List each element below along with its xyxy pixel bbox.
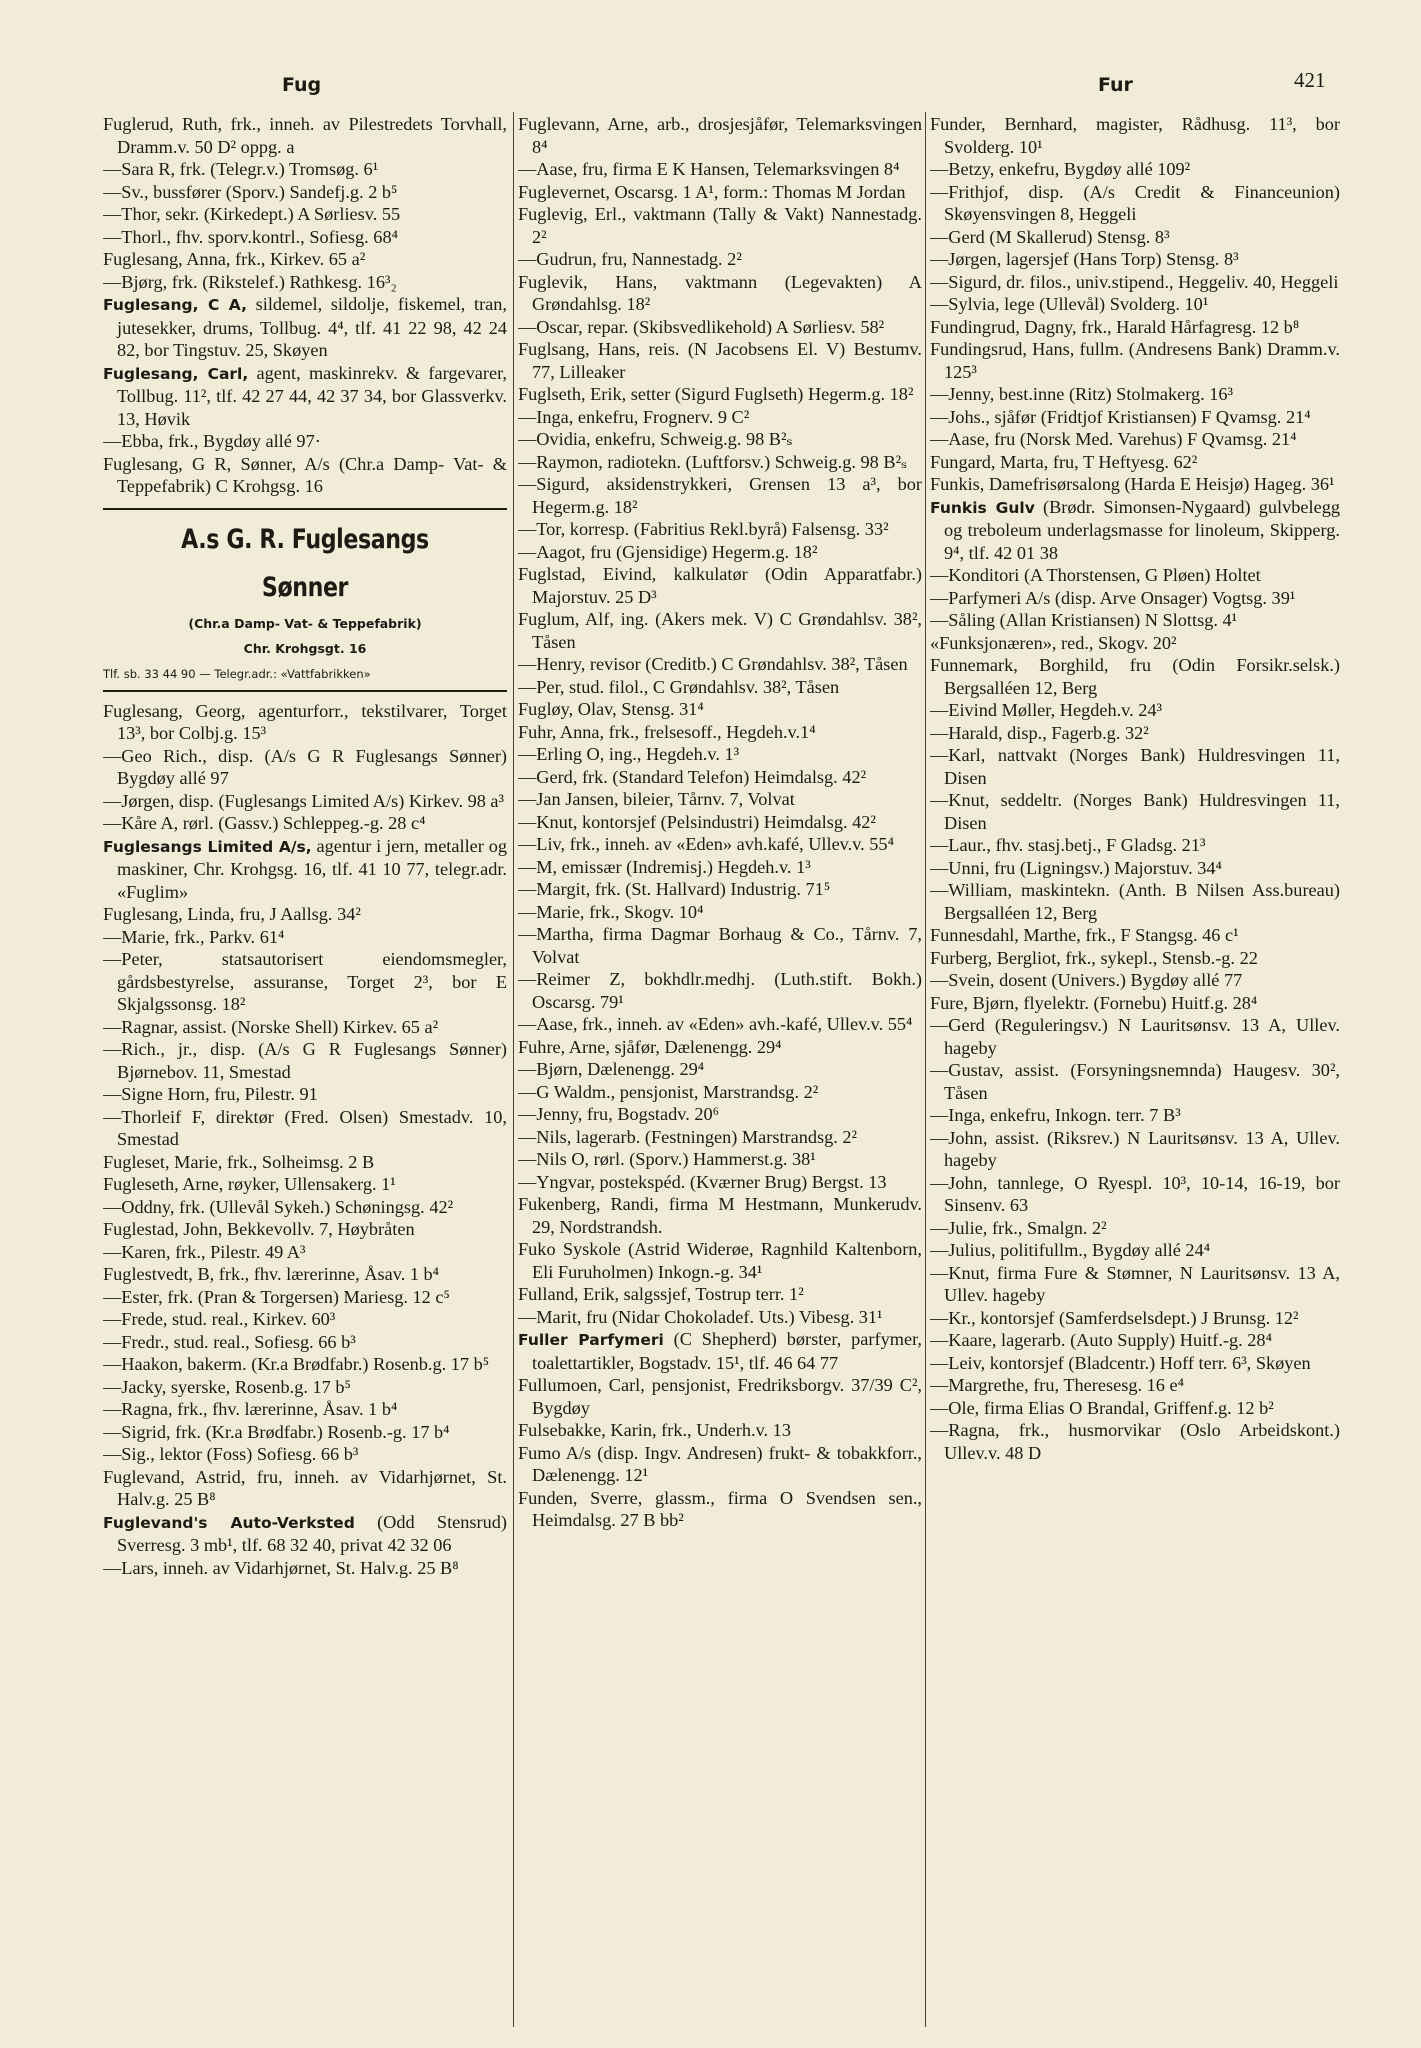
directory-entry: [930, 1329, 1340, 1352]
directory-entry: [103, 1151, 507, 1174]
entry-text: —Unni, fru (Ligningsv.) Majorstuv. 34⁴: [930, 857, 1222, 878]
entry-text: —Jacky, syerske, Rosenb.g. 17 b⁵: [103, 1376, 351, 1397]
directory-entry: [518, 676, 922, 699]
entry-text: —Kåre A, rørl. (Gassv.) Schleppeg.-g. 28 c⁴: [103, 813, 426, 833]
directory-entry: [930, 451, 1340, 474]
entry-text: Fuglestad, John, Bekkevollv. 7, Høybråten: [103, 1219, 415, 1239]
entry-text: —Jenny, best.inne (Ritz) Stolmakerg. 16³: [930, 384, 1234, 404]
directory-entry: [518, 901, 922, 924]
entry-text: —Geo Rich., disp. (A/s G R Fuglesangs Sønner) Bygdøy allé 97: [103, 745, 507, 788]
directory-entry: [103, 1241, 507, 1264]
entry-text: «Funksjonæren», red., Skogv. 20²: [930, 632, 1177, 653]
entry-text: Fukenberg, Randi, firma M Hestmann, Munkerudv. 29, Nordstrandsh.: [518, 1194, 922, 1237]
entry-text: —Aase, fru, firma E K Hansen, Telemarksvingen 8⁴: [518, 159, 900, 179]
directory-entry: [518, 1058, 922, 1081]
directory-entry: [518, 248, 922, 271]
directory-entry: [103, 181, 507, 204]
entry-text: Fuglevernet, Oscarsg. 1 A¹, form.: Thomas M Jordan: [518, 181, 906, 202]
entry-text: —John, tannlege, O Ryespl. 10³, 10-14, 16-19, bor Sinsenv. 63: [930, 1172, 1340, 1215]
directory-entry: [930, 744, 1340, 789]
directory-entry: [518, 316, 922, 339]
directory-entry: [103, 226, 507, 249]
directory-entry: [103, 1376, 507, 1399]
entry-text: Fullumoen, Carl, pensjonist, Fredriksborgv. 37/39 C², Bygdøy: [518, 1375, 922, 1418]
directory-entry: [103, 903, 507, 926]
directory-entry: [103, 790, 507, 813]
entry-text: —Julius, politifullm., Bygdøy allé 24⁴: [930, 1240, 1211, 1260]
column-rule: [925, 112, 926, 2027]
directory-entry: [930, 924, 1340, 947]
directory-entry: [930, 271, 1340, 294]
entry-text: —Raymon, radiotekn. (Luftforsv.) Schweig.g. 98 B²ₛ: [518, 451, 908, 472]
entry-text: Fulland, Erik, salgssjef, Tostrup terr. 1²: [518, 1284, 804, 1304]
directory-entry: [930, 992, 1340, 1015]
entry-text: —Jørgen, lagersjef (Hans Torp) Stensg. 8³: [930, 249, 1239, 269]
directory-entry: [930, 1262, 1340, 1307]
directory-entry: [930, 428, 1340, 451]
directory-entry: [103, 948, 507, 1016]
entry-list: [930, 113, 1340, 1464]
directory-entry: [518, 1126, 922, 1149]
entry-text: —Marie, frk., Skogv. 10⁴: [518, 901, 704, 922]
directory-entry: [518, 811, 922, 834]
directory-entry: [518, 1487, 922, 1532]
entry-text: —Margit, frk. (St. Hallvard) Industrig. 71⁵: [518, 879, 831, 899]
entry-text: —William, maskintekn. (Anth. B Nilsen Ass.bureau) Bergsalléen 12, Berg: [930, 880, 1340, 923]
directory-entry: [518, 1148, 922, 1171]
directory-entry: [930, 316, 1340, 339]
directory-entry: [930, 338, 1340, 383]
entry-text: Funnesdahl, Marthe, frk., F Stangsg. 46 c¹: [930, 925, 1239, 945]
directory-entry: [103, 745, 507, 790]
directory-entry: [518, 451, 922, 474]
entry-text: —Ragna, frk., fhv. lærerinne, Åsav. 1 b⁴: [103, 1399, 398, 1419]
directory-entry: [518, 1306, 922, 1329]
directory-entry: [930, 1239, 1340, 1262]
entry-bold-name: Fuglesang, C A,: [103, 296, 247, 314]
column-1: [103, 113, 507, 2038]
directory-entry: [930, 1217, 1340, 1240]
directory-entry: [518, 1103, 922, 1126]
entry-text: Fuglum, Alf, ing. (Akers mek. V) C Grøndahlsv. 38², Tåsen: [518, 609, 922, 652]
directory-entry: [518, 608, 922, 653]
directory-entry: [103, 1398, 507, 1421]
directory-entry: [103, 1173, 507, 1196]
directory-entry: [930, 158, 1340, 181]
directory-entry: [103, 1038, 507, 1083]
entry-text: —Sig., lektor (Foss) Sofiesg. 66 b³: [103, 1444, 359, 1464]
entry-text: —Fredr., stud. real., Sofiesg. 66 b³: [103, 1331, 356, 1352]
entry-text: —Sylvia, lege (Ullevål) Svolderg. 10¹: [930, 294, 1209, 314]
directory-entry: [930, 473, 1340, 496]
entry-text: —Marit, fru (Nidar Chokoladef. Uts.) Vibesg. 31¹: [518, 1306, 883, 1327]
directory-entry: [103, 1331, 507, 1354]
entry-text: —Aagot, fru (Gjensidige) Hegerm.g. 18²: [518, 541, 818, 562]
entry-text: —Sv., bussfører (Sporv.) Sandefj.g. 2 b⁵: [103, 181, 398, 202]
entry-text: —Aase, frk., inneh. av «Eden» avh.-kafé, Ullev.v. 55⁴: [518, 1014, 913, 1034]
directory-entry: [518, 698, 922, 721]
directory-entry: [518, 1081, 922, 1104]
entry-text: Fuglerud, Ruth, frk., inneh. av Pilestredets Torvhall, Dramm.v. 50 D² oppg. a: [103, 114, 507, 157]
directory-entry: [103, 1286, 507, 1309]
entry-text: —Tor, korresp. (Fabritius Rekl.byrå) Falsensg. 33²: [518, 519, 889, 539]
entry-text: Fungard, Marta, fru, T Heftyesg. 62²: [930, 451, 1198, 472]
entry-text: —Aase, fru (Norsk Med. Varehus) F Qvamsg. 21⁴: [930, 429, 1297, 449]
directory-entry: [103, 812, 507, 835]
directory-entry: [103, 1016, 507, 1039]
page-number: 421: [1294, 68, 1326, 92]
entry-text: Fuglevig, Erl., vaktmann (Tally & Vakt) Nannestadg. 2²: [518, 204, 922, 247]
entry-text: Funnemark, Borghild, fru (Odin Forsikr.selsk.) Bergsalléen 12, Berg: [930, 655, 1340, 698]
directory-entry: [518, 1036, 922, 1059]
entry-text: —Frithjof, disp. (A/s Credit & Financeunion) Skøyensvingen 8, Heggeli: [930, 181, 1340, 224]
directory-entry: [518, 788, 922, 811]
entry-text: —Ebba, frk., Bygdøy allé 97·: [103, 431, 321, 451]
entry-text: agent, maskinrekv. & fargevarer, Tollbug. 11², tlf. 42 27 44, 42 37 34, bor Glassverkv. 13, Høvik: [117, 362, 507, 429]
entry-text: Funden, Sverre, glassm., firma O Svendsen sen., Heimdalsg. 27 B bb²: [518, 1487, 922, 1530]
entry-text: Fuglesang, Georg, agenturforr., tekstilvarer, Torget 13³, bor Colbj.g. 15³: [103, 700, 507, 743]
directory-entry: [518, 406, 922, 429]
directory-entry: [518, 1283, 922, 1306]
directory-entry: [930, 879, 1340, 924]
entry-text: Fugløy, Olav, Stensg. 31⁴: [518, 699, 704, 719]
entry-text: Fuglevand, Astrid, fru, inneh. av Vidarhjørnet, St. Halv.g. 25 B⁸: [103, 1466, 507, 1509]
directory-entry: [930, 1397, 1340, 1420]
entry-text: —Erling O, ing., Hegdeh.v. 1³: [518, 744, 740, 764]
entry-bold-name: Funkis Gulv: [930, 498, 1035, 517]
directory-entry: [103, 700, 507, 745]
column-rule: [513, 112, 514, 2027]
entry-text: —Thorl., fhv. sporv.kontrl., Sofiesg. 68⁴: [103, 226, 398, 247]
entry-text: —Harald, disp., Fagerb.g. 32²: [930, 722, 1149, 743]
directory-entry: [518, 518, 922, 541]
directory-entry: [103, 203, 507, 226]
directory-entry: [103, 453, 507, 498]
directory-entry: [103, 248, 507, 271]
entry-text: Fuko Syskole (Astrid Widerøe, Ragnhild Kaltenborn, Eli Furuholmen) Inkogn.-g. 34¹: [518, 1239, 922, 1282]
entry-text: sildemel, sildolje, fiskemel, tran, jutesekker, drums, Tollbug. 4⁴, tlf. 41 22 98, 42 24 82, bor Tingstuv. 25, Skøyen: [117, 294, 507, 360]
directory-entry: [518, 1013, 922, 1036]
directory-entry: [930, 226, 1340, 249]
entry-text: —Ovidia, enkefru, Schweig.g. 98 B²ₛ: [518, 429, 793, 449]
directory-entry: [930, 1014, 1340, 1059]
entry-text: —Rich., jr., disp. (A/s G R Fuglesangs Sønner) Bjørnebov. 11, Smestad: [103, 1039, 507, 1082]
entry-text: —Oddny, frk. (Ullevål Sykeh.) Schøningsg. 42²: [103, 1196, 454, 1217]
entry-text: —Svein, dosent (Univers.) Bygdøy allé 77: [930, 970, 1243, 990]
entry-text: —Nils, lagerarb. (Festningen) Marstrandsg. 2²: [518, 1126, 858, 1147]
directory-entry: [103, 1263, 507, 1286]
directory-entry: [103, 362, 507, 431]
entry-text: (C Shepherd) børster, parfymer, toalettartikler, Bogstadv. 15¹, tlf. 46 64 77: [532, 1329, 922, 1373]
entry-text: —Inga, enkefru, Frognerv. 9 C²: [518, 406, 750, 427]
directory-entry: [518, 856, 922, 879]
entry-text: —Kaare, lagerarb. (Auto Supply) Huitf.-g. 28⁴: [930, 1330, 1272, 1350]
entry-text: —Sigurd, dr. filos., univ.stipend., Heggeliv. 40, Heggeli: [930, 271, 1339, 292]
directory-entry: [518, 428, 922, 451]
directory-entry: [518, 541, 922, 564]
entry-text: —Karen, frk., Pilestr. 49 A³: [103, 1241, 306, 1262]
directory-entry: [930, 722, 1340, 745]
directory-entry: [103, 1511, 507, 1557]
directory-entry: [930, 383, 1340, 406]
entry-text: Fuglestvedt, B, frk., fhv. lærerinne, Åsav. 1 b⁴: [103, 1264, 440, 1284]
entry-text: —Johs., sjåfør (Fridtjof Kristiansen) F Qvamsg. 21⁴: [930, 406, 1311, 427]
directory-entry: [518, 878, 922, 901]
entry-text: —Gerd (Reguleringsv.) N Lauritsønsv. 13 A, Ullev. hageby: [930, 1015, 1340, 1058]
entry-text: (Odd Stensrud) Sverresg. 3 mb¹, tlf. 68 32 40, privat 42 32 06: [117, 1511, 507, 1555]
entry-text: —Betzy, enkefru, Bygdøy allé 109²: [930, 159, 1191, 179]
directory-entry: [930, 654, 1340, 699]
directory-entry: [930, 1104, 1340, 1127]
entry-text: —Thor, sekr. (Kirkedept.) A Sørliesv. 55: [103, 204, 401, 224]
entry-text: —Parfymeri A/s (disp. Arve Onsager) Vogtsg. 39¹: [930, 587, 1296, 608]
entry-text: —Jørgen, disp. (Fuglesangs Limited A/s) Kirkev. 98 a³: [103, 790, 505, 811]
entry-text: (Brødr. Simonsen-Nygaard) gulvbelegg og treboleum underlagsmasse for linoleum, Skipperg. 9⁴, tlf. 42 01 38: [944, 496, 1340, 563]
entry-text: —Bjørg, frk. (Rikstelef.) Rathkesg. 16³₂: [103, 271, 397, 292]
directory-entry: [930, 496, 1340, 565]
directory-entry: [518, 383, 922, 406]
entry-text: Fuglesang, Linda, fru, J Aallsg. 34²: [103, 904, 361, 924]
entry-text: —Julie, frk., Smalgn. 2²: [930, 1217, 1107, 1238]
entry-text: Fugleseth, Arne, røyker, Ullensakerg. 1¹: [103, 1174, 396, 1194]
entry-bold-name: Fuglesangs Limited A/s,: [103, 837, 312, 856]
directory-entry: [103, 293, 507, 362]
entry-list: [103, 113, 507, 498]
directory-entry: [103, 1083, 507, 1106]
directory-entry: [518, 1171, 922, 1194]
directory-entry: [930, 293, 1340, 316]
entry-text: —Ragnar, assist. (Norske Shell) Kirkev. 65 a²: [103, 1016, 439, 1037]
entry-text: —Liv, frk., inneh. av «Eden» avh.kafé, Ullev.v. 55⁴: [518, 834, 894, 854]
directory-entry: [518, 563, 922, 608]
directory-entry: [518, 271, 922, 316]
entry-text: —Henry, revisor (Creditb.) C Grøndahlsv. 38², Tåsen: [518, 654, 908, 674]
directory-entry: [930, 789, 1340, 834]
entry-text: —Leiv, kontorsjef (Bladcentr.) Hoff terr. 6³, Skøyen: [930, 1352, 1311, 1373]
entry-text: Funkis, Damefrisørsalong (Harda E Heisjø) Hageg. 36¹: [930, 474, 1335, 494]
entry-text: —Konditori (A Thorstensen, G Pløen) Holtet: [930, 565, 1261, 585]
directory-entry: [930, 406, 1340, 429]
entry-text: —Bjørn, Dælenengg. 29⁴: [518, 1059, 705, 1079]
directory-entry: [930, 609, 1340, 632]
entry-text: Fure, Bjørn, flyelektr. (Fornebu) Huitf.g. 28⁴: [930, 992, 1258, 1013]
entry-text: —Haakon, bakerm. (Kr.a Brødfabr.) Rosenb.g. 17 b⁵: [103, 1354, 490, 1374]
directory-entry: [103, 1308, 507, 1331]
directory-entry: [518, 158, 922, 181]
directory-entry: [103, 158, 507, 181]
entry-text: —Marie, frk., Parkv. 61⁴: [103, 926, 285, 947]
entry-text: Fuglesang, Anna, frk., Kirkev. 65 a²: [103, 249, 366, 269]
directory-entry: [930, 1172, 1340, 1217]
column-2: [518, 113, 922, 2038]
directory-entry: [518, 743, 922, 766]
entry-text: —Eivind Møller, Hegdeh.v. 24³: [930, 700, 1163, 720]
entry-text: —Oscar, repar. (Skibsvedlikehold) A Sørliesv. 58²: [518, 316, 885, 337]
entry-text: —Gerd (M Skallerud) Stensg. 8³: [930, 226, 1170, 247]
entry-text: —Lars, inneh. av Vidarhjørnet, St. Halv.g. 25 B⁸: [103, 1557, 459, 1578]
entry-text: Fuglstad, Eivind, kalkulatør (Odin Apparatfabr.) Majorstuv. 25 D³: [518, 564, 922, 607]
directory-entry: [518, 473, 922, 518]
entry-text: —Inga, enkefru, Inkogn. terr. 7 B³: [930, 1105, 1181, 1125]
entry-bold-name: Fuglesang, Carl,: [103, 364, 249, 383]
entry-list: [518, 113, 922, 1532]
ad-title: A.s G. R. Fuglesangs Sønner: [181, 523, 429, 603]
directory-entry: [518, 1442, 922, 1487]
entry-text: —Ragna, frk., husmorvikar (Oslo Arbeidskont.) Ullev.v. 48 D: [930, 1420, 1340, 1463]
entry-text: —Jenny, fru, Bogstadv. 20⁶: [518, 1104, 720, 1124]
entry-text: Fuglesang, G R, Sønner, A/s (Chr.a Damp- Vat- & Teppefabrik) C Krohgsg. 16: [103, 453, 507, 496]
entry-list: [103, 700, 507, 1580]
directory-entry: [103, 926, 507, 949]
entry-text: —Knut, firma Fure & Stømner, N Lauritsønsv. 13 A, Ullev. hageby: [930, 1262, 1340, 1305]
entry-text: Fulsebakke, Karin, frk., Underh.v. 13: [518, 1420, 791, 1440]
entry-text: —Knut, seddeltr. (Norges Bank) Huldresvingen 11, Disen: [930, 790, 1340, 833]
entry-text: —Per, stud. filol., C Grøndahlsv. 38², Tåsen: [518, 676, 840, 697]
directory-entry: [930, 1307, 1340, 1330]
column-3: [930, 113, 1340, 2038]
directory-entry: [930, 564, 1340, 587]
entry-text: —G Waldm., pensjonist, Marstrandsg. 2²: [518, 1081, 819, 1102]
directory-entry: [518, 1374, 922, 1419]
directory-entry: [103, 430, 507, 453]
directory-entry: [103, 1353, 507, 1376]
entry-text: Fuglseth, Erik, setter (Sigurd Fuglseth) Hegerm.g. 18²: [518, 384, 914, 404]
entry-text: Funder, Bernhard, magister, Rådhusg. 11³, bor Svolderg. 10¹: [930, 114, 1340, 157]
entry-text: Fugleset, Marie, frk., Solheimsg. 2 B: [103, 1151, 375, 1172]
entry-text: —Såling (Allan Kristiansen) N Slottsg. 4¹: [930, 610, 1238, 630]
entry-text: —Sigurd, aksidenstrykkeri, Grensen 13 a³, bor Hegerm.g. 18²: [518, 474, 922, 517]
directory-entry: [930, 699, 1340, 722]
directory-entry: [518, 923, 922, 968]
entry-text: —Signe Horn, fru, Pilestr. 91: [103, 1084, 318, 1104]
directory-entry: [930, 969, 1340, 992]
entry-text: —Frede, stud. real., Kirkev. 60³: [103, 1309, 336, 1329]
entry-text: agentur i jern, metaller og maskiner, Chr. Krohgsg. 16, tlf. 41 10 77, telegr.adr. «Fuglim»: [117, 835, 507, 902]
directory-entry: [930, 834, 1340, 857]
directory-entry: [103, 1421, 507, 1444]
entry-text: —Ester, frk. (Pran & Torgersen) Mariesg. 12 c⁵: [103, 1286, 450, 1307]
entry-text: Fundingrud, Dagny, frk., Harald Hårfagresg. 12 b⁸: [930, 316, 1300, 337]
advertisement-box: [103, 508, 507, 692]
directory-entry: [930, 632, 1340, 655]
directory-entry: [930, 181, 1340, 226]
directory-entry: [103, 113, 507, 158]
entry-bold-name: Fuller Parfymeri: [518, 1331, 664, 1349]
directory-entry: [103, 1218, 507, 1241]
directory-entry: [518, 1238, 922, 1283]
entry-text: —Sigrid, frk. (Kr.a Brødfabr.) Rosenb.-g. 17 b⁴: [103, 1421, 450, 1442]
directory-entry: [103, 1557, 507, 1580]
directory-entry: [518, 721, 922, 744]
directory-entry: [518, 203, 922, 248]
entry-text: —Laur., fhv. stasj.betj., F Gladsg. 21³: [930, 835, 1206, 855]
entry-text: —M, emissær (Indremisj.) Hegdeh.v. 1³: [518, 856, 811, 877]
directory-entry: [518, 181, 922, 204]
directory-entry: [103, 1443, 507, 1466]
entry-text: —Reimer Z, bokhdlr.medhj. (Luth.stift. Bokh.) Oscarsg. 79¹: [518, 969, 922, 1012]
ad-contact: Tlf. sb. 33 44 90 — Telegr.adr.: «Vattfabrikken»: [103, 666, 371, 681]
entry-text: —Peter, statsautorisert eiendomsmegler, gårdsbestyrelse, assuranse, Torget 2³, bor E Skjalgssonsg. 18²: [103, 949, 507, 1014]
entry-text: —Gustav, assist. (Forsyningsnemnda) Haugesv. 30², Tåsen: [930, 1060, 1340, 1103]
entry-text: —Karl, nattvakt (Norges Bank) Huldresvingen 11, Disen: [930, 745, 1340, 788]
directory-entry: [103, 1466, 507, 1511]
directory-entry: [930, 113, 1340, 158]
directory-entry: [518, 113, 922, 158]
entry-text: Furberg, Bergliot, frk., sykepl., Stensb.-g. 22: [930, 947, 1258, 968]
entry-text: Fuhr, Anna, frk., frelsesoff., Hegdeh.v.1⁴: [518, 721, 816, 742]
entry-text: —Margrethe, fru, Theresesg. 16 e⁴: [930, 1375, 1184, 1395]
directory-entry: [930, 1419, 1340, 1464]
directory-entry: [518, 1193, 922, 1238]
directory-entry: [103, 1106, 507, 1151]
directory-entry: [103, 271, 507, 294]
ad-address: Chr. Krohgsgt. 16: [243, 640, 367, 656]
entry-text: —Kr., kontorsjef (Samferdselsdept.) J Brunsg. 12²: [930, 1307, 1299, 1328]
directory-entry: [518, 1328, 922, 1374]
entry-text: Fuhre, Arne, sjåfør, Dælenengg. 29⁴: [518, 1036, 782, 1057]
entry-bold-name: Fuglevand's Auto-Verksted: [103, 1513, 355, 1532]
running-head-left: Fug: [282, 74, 322, 96]
entry-text: —Jan Jansen, bileier, Tårnv. 7, Volvat: [518, 789, 795, 809]
entry-text: Fuglsang, Hans, reis. (N Jacobsens El. V) Bestumv. 77, Lilleaker: [518, 339, 922, 382]
entry-text: —Ole, firma Elias O Brandal, Griffenf.g. 12 b²: [930, 1397, 1274, 1418]
entry-text: —Gerd, frk. (Standard Telefon) Heimdalsg. 42²: [518, 766, 867, 787]
entry-text: —Yngvar, postekspéd. (Kværner Brug) Bergst. 13: [518, 1171, 887, 1192]
entry-text: —Thorleif F, direktør (Fred. Olsen) Smestadv. 10, Smestad: [103, 1106, 507, 1149]
entry-text: —John, assist. (Riksrev.) N Lauritsønsv. 13 A, Ullev. hageby: [930, 1127, 1340, 1170]
directory-entry: [930, 947, 1340, 970]
entry-text: —Martha, firma Dagmar Borhaug & Co., Tårnv. 7, Volvat: [518, 924, 922, 967]
directory-entry: [518, 833, 922, 856]
directory-entry: [103, 835, 507, 904]
running-head-right: Fur: [1098, 74, 1133, 96]
directory-entry: [930, 1059, 1340, 1104]
directory-entry: [930, 587, 1340, 610]
directory-entry: [930, 1374, 1340, 1397]
entry-text: —Knut, kontorsjef (Pelsindustri) Heimdalsg. 42²: [518, 811, 876, 832]
directory-entry: [518, 1419, 922, 1442]
entry-text: —Sara R, frk. (Telegr.v.) Tromsøg. 6¹: [103, 159, 379, 179]
directory-entry: [518, 766, 922, 789]
directory-entry: [103, 1196, 507, 1219]
entry-text: Fumo A/s (disp. Ingv. Andresen) frukt- & tobakkforr., Dælenengg. 12¹: [518, 1442, 922, 1485]
directory-entry: [930, 248, 1340, 271]
directory-entry: [930, 857, 1340, 880]
directory-entry: [518, 653, 922, 676]
entry-text: Fuglevann, Arne, arb., drosjesjåfør, Telemarksvingen 8⁴: [518, 114, 922, 157]
entry-text: Fundingsrud, Hans, fullm. (Andresens Bank) Dramm.v. 125³: [930, 339, 1340, 382]
entry-text: Fuglevik, Hans, vaktmann (Legevakten) A Grøndahlsg. 18²: [518, 271, 922, 314]
entry-text: —Gudrun, fru, Nannestadg. 2²: [518, 249, 742, 269]
directory-entry: [518, 968, 922, 1013]
directory-entry: [930, 1352, 1340, 1375]
directory-entry: [518, 338, 922, 383]
directory-entry: [930, 1127, 1340, 1172]
entry-text: —Nils O, rørl. (Sporv.) Hammerst.g. 38¹: [518, 1149, 816, 1169]
ad-subtitle: (Chr.a Damp- Vat- & Teppefabrik): [188, 615, 422, 631]
